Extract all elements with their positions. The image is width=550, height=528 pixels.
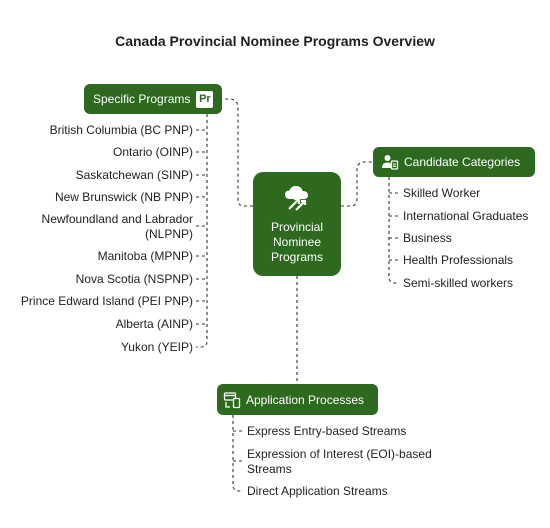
bracket-application — [233, 415, 243, 491]
category-item-business: Business — [403, 231, 452, 245]
process-item-express-entry: Express Entry-based Streams — [247, 424, 407, 438]
candidate-categories-node[interactable] — [373, 147, 535, 177]
hub-node-provincial-nominee-programs[interactable] — [253, 172, 341, 276]
hub-label-line-3: Programs — [270, 250, 323, 264]
process-item-eoi-cont: Streams — [247, 462, 292, 476]
category-item-semi-skilled: Semi-skilled workers — [403, 276, 514, 290]
program-item-newfoundland-abbr: (NLPNP) — [144, 227, 193, 241]
premiere-pro-badge-icon: Pr — [196, 91, 213, 108]
category-item-health-professionals: Health Professionals — [403, 253, 514, 267]
person-document-icon — [381, 153, 399, 171]
category-item-skilled-worker: Skilled Worker — [403, 186, 481, 200]
program-item-bc: British Columbia (BC PNP) — [49, 123, 193, 137]
program-item-alberta: Alberta (AINP) — [115, 317, 193, 331]
hub-label-line-1: Provincial — [270, 220, 324, 234]
program-item-manitoba: Manitoba (MPNP) — [97, 249, 193, 263]
process-item-direct: Direct Application Streams — [247, 484, 388, 498]
diagram-title: Canada Provincial Nominee Programs Overview — [115, 33, 435, 49]
bracket-specific — [196, 114, 207, 347]
process-item-eoi: Expression of Interest (EOI)-based — [247, 447, 432, 461]
program-item-ontario: Ontario (OINP) — [112, 145, 193, 159]
program-item-saskatchewan: Saskatchewan (SINP) — [75, 168, 193, 182]
connector-hub-candidate — [341, 162, 373, 206]
hub-label-line-2: Nominee — [272, 235, 322, 249]
specific-programs-node[interactable] — [84, 84, 222, 114]
application-processes-label: Application Processes — [246, 392, 365, 407]
specific-programs-label: Specific Programs — [93, 92, 191, 106]
application-processes-node[interactable] — [217, 384, 378, 415]
program-item-newfoundland: Newfoundland and Labrador — [41, 212, 193, 226]
connector-hub-specific — [222, 99, 253, 206]
program-item-new-brunswick: New Brunswick (NB PNP) — [54, 190, 193, 204]
candidate-categories-label: Candidate Categories — [404, 155, 521, 169]
program-item-yukon: Yukon (YEIP) — [120, 340, 193, 354]
program-item-nova-scotia: Nova Scotia (NSPNP) — [75, 272, 193, 286]
card-phone-icon — [223, 391, 241, 409]
cloud-upload-arrows-icon — [282, 182, 312, 212]
program-item-pei: Prince Edward Island (PEI PNP) — [20, 294, 193, 308]
category-item-international-graduates: International Graduates — [403, 209, 529, 223]
